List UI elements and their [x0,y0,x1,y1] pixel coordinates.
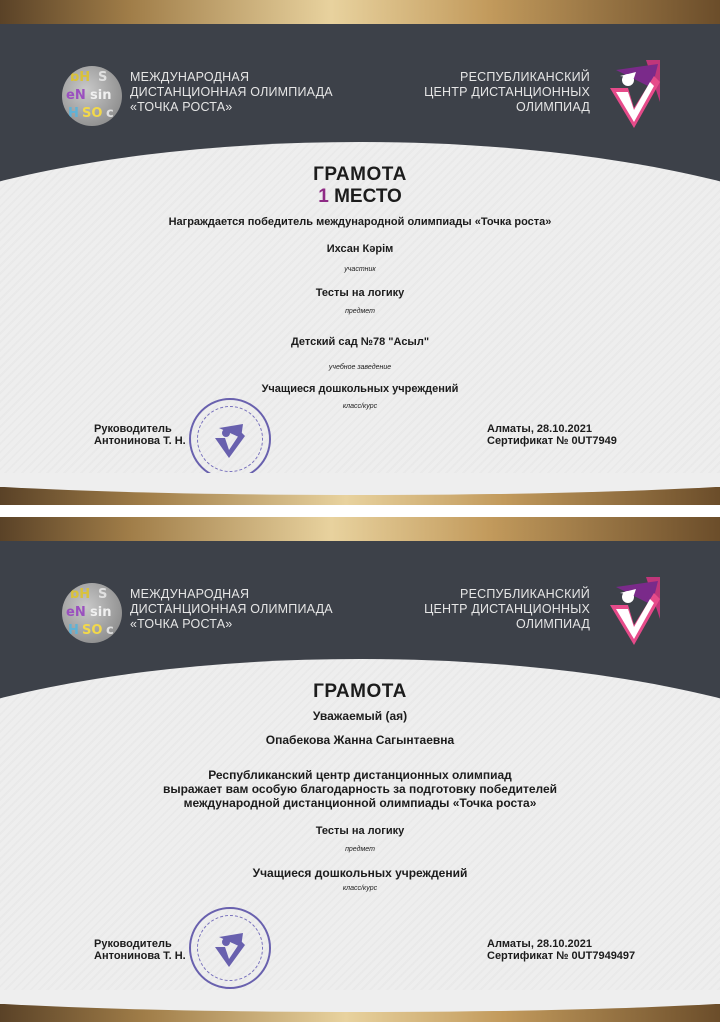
award-text: Награждается победитель международной олимпиады «Точка роста» [168,216,552,228]
certificate-number: Сертификат № 0UT7949497 [487,950,636,962]
stamp-logo-icon [211,929,251,969]
signatory: Руководитель Антонинова Т. Н. [94,423,186,447]
certificate-title: ГРАМОТА [313,164,407,185]
grade-name: Учащиеся дошкольных учреждений [261,383,459,395]
center-name: РЕСПУБЛИКАНСКИЙ ЦЕНТР ДИСТАНЦИОННЫХ ОЛИМПИАД [424,587,590,631]
olympiad-logo: bH S eN sin H SO c [62,66,122,126]
teacher-name: Опабекова Жанна Сагынтаевна [265,733,455,747]
center-logo-icon [606,58,660,130]
certificate-details [487,423,617,447]
official-stamp [189,398,271,480]
center-name: РЕСПУБЛИКАНСКИЙ ЦЕНТР ДИСТАНЦИОННЫХ ОЛИМПИАД [424,70,590,114]
subject-name: Тесты на логику [315,825,405,837]
certificate-number: Сертификат № 0UT7949 [487,435,617,447]
salutation: Уважаемый (ая) [312,709,408,723]
subject-name: Тесты на логику [315,287,405,299]
subject-caption: предмет [345,308,375,315]
gold-ribbon-bottom [0,487,720,505]
subject-caption: предмет [345,846,375,853]
certificate-details [487,938,635,962]
place-word: МЕСТО [334,186,402,207]
signatory: Руководитель Антонинова Т. Н. [94,938,186,962]
place-label [0,186,720,208]
certificate-2 [0,517,720,1022]
olympiad-logo: bH S eN sin H SO c [62,583,122,643]
stamp-logo-icon [211,420,251,460]
participant-name: Ихсан Кәрім [326,243,394,255]
gold-ribbon-bottom [0,1004,720,1022]
participant-caption: участник [344,266,376,273]
grade-caption: класс/курс [342,885,378,892]
olympiad-name: МЕЖДУНАРОДНАЯ ДИСТАНЦИОННАЯ ОЛИМПИАДА «ТОЧКА РОСТА» [130,70,333,114]
official-stamp [189,907,271,989]
center-logo-icon [606,575,660,647]
school-caption: учебное заведение [328,364,392,371]
school-name: Детский сад №78 "Асыл" [290,336,430,348]
city-date: Алматы, 28.10.2021 [487,423,592,435]
certificate-1 [0,0,720,505]
olympiad-name: МЕЖДУНАРОДНАЯ ДИСТАНЦИОННАЯ ОЛИМПИАДА «ТОЧКА РОСТА» [130,587,333,631]
certificate-title: ГРАМОТА [313,681,407,702]
thanks-text: Республиканский центр дистанционных олимпиад выражает вам особую благодарность за подготовку победителей международной дистанционной олимпиады «Точка роста» [162,768,558,810]
grade-name: Учащиеся дошкольных учреждений [252,866,468,880]
place-number: 1 [318,186,329,207]
city-date: Алматы, 28.10.2021 [487,938,592,950]
grade-caption: класс/курс [342,403,378,410]
